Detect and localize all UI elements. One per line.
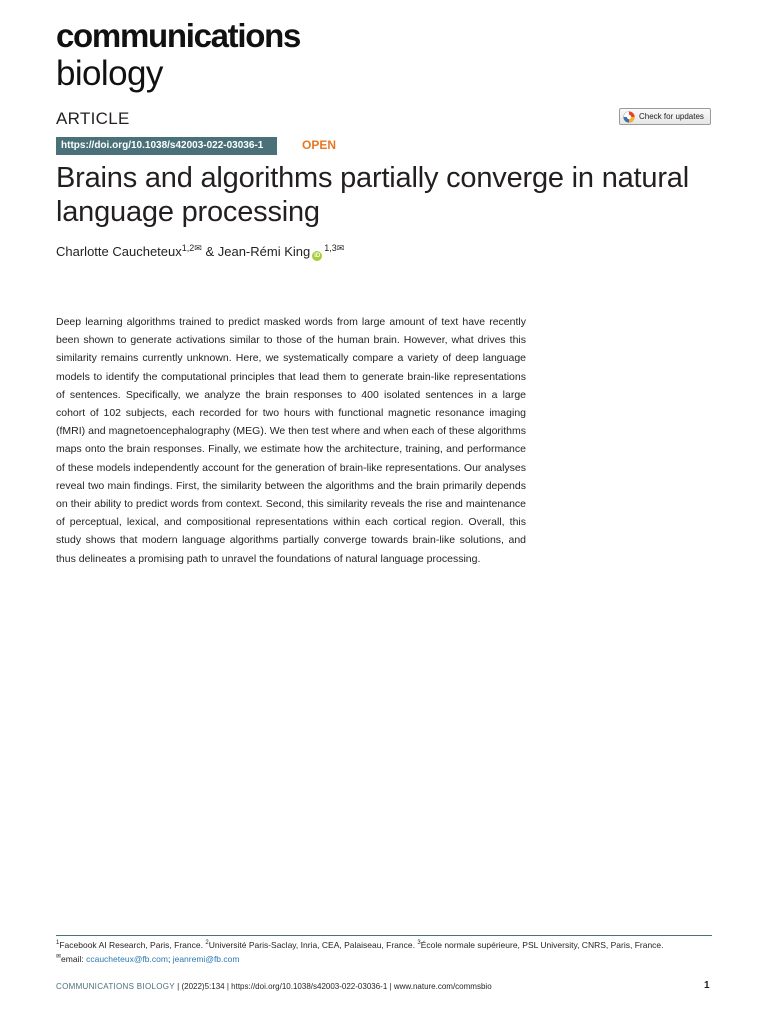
page-number: 1 — [704, 980, 710, 991]
email-link[interactable]: jeanremi@fb.com — [172, 954, 240, 964]
open-access-label: OPEN — [302, 138, 337, 152]
article-title: Brains and algorithms partially converge in natural language processing — [56, 162, 689, 228]
affiliation-number: 1 — [56, 940, 60, 946]
footer-site-link[interactable]: www.nature.com/commsbio — [393, 982, 492, 991]
email-link[interactable]: ccaucheteux@fb.com — [86, 954, 168, 964]
author-list — [56, 242, 344, 262]
affiliations-footnote — [56, 939, 716, 952]
affiliation-number: 3 — [417, 940, 421, 946]
footnote-divider — [56, 935, 712, 936]
mail-icon: ✉ — [56, 954, 62, 960]
footer-separator: | — [389, 982, 392, 991]
footer-separator: | — [226, 982, 229, 991]
footer-citation: (2022)5:134 — [181, 982, 225, 991]
footer-separator: | — [177, 982, 180, 991]
affiliation-text: Facebook AI Research, Paris, France. — [59, 940, 203, 950]
author-affiliation-refs: 1,2 — [181, 243, 195, 253]
footer-journal-name: COMMUNICATIONS BIOLOGY — [56, 982, 175, 991]
email-separator: ; — [167, 954, 171, 964]
affiliation-text: École normale supérieure, PSL University, CNRS, Paris, France. — [420, 940, 664, 950]
author-name[interactable]: Charlotte Caucheteux — [56, 244, 182, 259]
journal-name-line1: communications — [56, 17, 301, 54]
abstract-text: Deep learning algorithms trained to predict masked words from large amount of text have recently been shown to generate activations similar to those of the human brain. However, what drives this similarity remains currently unknown. Here, we systematically compare a variety of deep language models to identify the computational principles that lead them to generate brain-like representations of sentences. Specifically, we analyze the brain responses to 400 isolated sentences in a large cohort of 102 subjects, each recorded for two hours with functional magnetic resonance imaging (fMRI) and magnetoencephalography (MEG). We then test where and when each of these algorithms maps onto the brain responses. Finally, we estimate how the architecture, training, and performance of these models independently account for the generation of brain-like representations. Our analyses reveal two main findings. First, the similarity between the algorithms and the brain primarily depends on their ability to predict words from context. Second, this similarity reveals the rise and maintenance of perceptual, lexical, and compositional representations within each cortical region. Overall, this study shows that modern language algorithms partially converge towards brain-like solutions, and thus delineates a promising path to unravel the foundations of natural language processing. — [56, 316, 526, 565]
affiliation-text: Université Paris-Saclay, Inria, CEA, Palaiseau, France. — [208, 940, 415, 950]
author-separator: & — [205, 244, 215, 259]
check-for-updates-label: Check for updates — [639, 112, 704, 121]
doi-link-badge[interactable]: https://doi.org/10.1038/s42003-022-03036-1 — [56, 137, 277, 155]
footer-doi-link[interactable]: https://doi.org/10.1038/s42003-022-03036-1 — [231, 982, 388, 991]
orcid-icon[interactable]: iD — [314, 253, 321, 259]
journal-name-line2: biology — [56, 54, 163, 93]
crossmark-icon — [623, 111, 635, 123]
mail-icon[interactable]: ✉ — [194, 243, 202, 253]
article-type-label: ARTICLE — [56, 109, 130, 128]
page-footer — [56, 981, 492, 993]
email-footnote — [56, 953, 239, 966]
check-for-updates-button[interactable] — [619, 108, 711, 125]
author-name[interactable]: Jean-Rémi King — [217, 244, 311, 259]
email-label: email: — [61, 954, 84, 964]
author-affiliation-refs: 1,3 — [324, 243, 337, 253]
mail-icon[interactable]: ✉ — [336, 243, 345, 253]
affiliation-number: 2 — [205, 940, 209, 946]
